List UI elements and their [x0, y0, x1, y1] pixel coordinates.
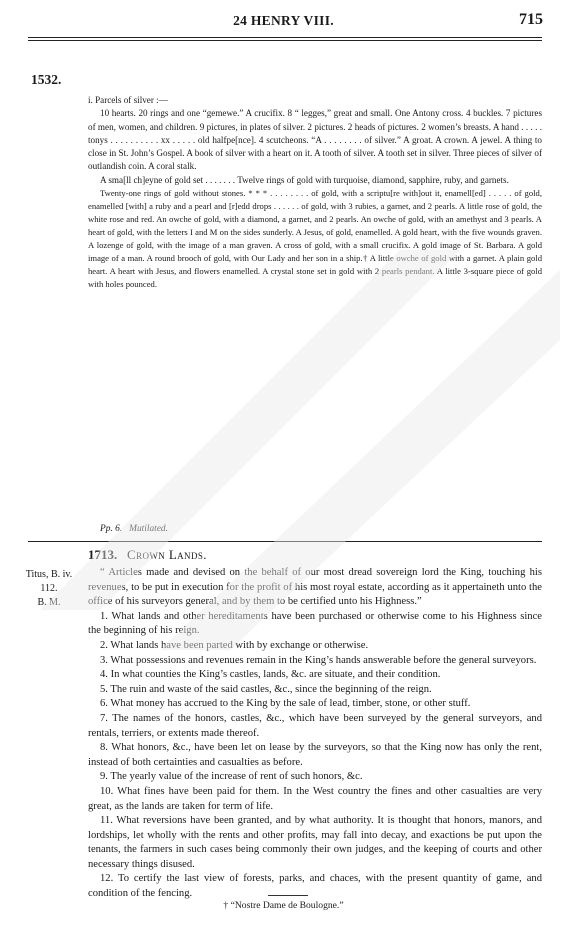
article-item: 7. The names of the honors, castles, &c., which have been surveyed by the general surveyors, and rentals, terriers, or extents made thereof. — [88, 712, 542, 739]
article-item: 2. What lands have been parted with by exchange or otherwise. — [100, 639, 369, 651]
article-item: 4. In what counties the King’s castles, lands, &c. are situate, and their condition. — [100, 669, 441, 681]
parcels-silver: 10 hearts. 20 rings and one “gemewe.” A crucifix. 8 “ legges,” great and small. One Antony cross. 4 buckles. 7 pictures of men, women, and children. 9 pictures, in plates of silver. 2 pictures. 2 heads of pictures. 2 women’s breasts. A hand . . . . . tonys . . . . . . . . . . xx . . . . . old halfpe[nce]. 4 scutcheons. “A . . . . . . . . of silver.” A groat. A crown. A jewel. A thing to close in St. John’s Gospel. A book of silver with a heart on it. A tooth of silver. A tooth set in silver. Three pieces of silver of outlandish coin. A coral stalk. — [88, 108, 542, 172]
section-divider — [28, 541, 542, 542]
physical-description — [100, 524, 168, 534]
parcels-heading: i. Parcels of silver :— — [88, 95, 168, 105]
margin-reference — [22, 568, 76, 610]
margin-ref-line: B. M. — [37, 597, 61, 608]
article-item: 8. What honors, &c., have been let on lease by the surveyors, so that the King now has only the rent, instead of both certainties and casualties as before. — [88, 742, 542, 768]
article-item: 12. To certify the last view of forests, parks, and chaces, with the present quantity of game, and condition of the fencing. — [88, 873, 542, 900]
header-rule-top — [28, 37, 542, 38]
section-heading — [88, 547, 207, 563]
article-preamble: “ Articles made and devised on the behalf of our most dread sovereign lord the King, touching his revenues, to be put in execution for the profit of his most royal estate, according as it appertaineth unto the office of his surveyors general, and by them to be certified unto his Highness.” — [88, 567, 542, 608]
section-title: Crown Lands. — [127, 547, 207, 562]
parcels-gold: Twenty-one rings of gold without stones. * * * . . . . . . . . of gold, with a scriptu[re with]out it, enamell[ed] . . . . . of gold, enamelled [with] a ruby and a pearl and [r]edd drops . . . . . . of gold, with 3 rubies, a garnet, and 2 pearls. A little rose of gold, the white rose and red. An owche of gold, with a diamond, a garnet, and 2 pearls. An owche of gold, with an amethyst and 3 pearls. A heart of gold, with the letters I and M on the sides sunderly. A Jesus, of gold, enamelled. A gold heart, with the five wounds graven. A lozenge of gold, with the image of a man graven. A cross of gold, with a small crucifix. A gold image of St. Barbara. A gold image of a man. A round brooch of gold, with Our Lady and her son in a ship.† A little owche of gold with a garnet. A plain gold heart. A heart with Jesus, and flowers enamelled. A crystal stone set in gold with 2 pearls pendant. A little 3-square piece of gold with holes pounced. — [88, 187, 542, 289]
article-item: 3. What possessions and revenues remain in the King’s hands answerable before the general surveyors. — [100, 654, 537, 666]
article-item: 1. What lands and other hereditaments have been purchased or otherwise come to his Highness since the beginning of his reign. — [88, 610, 542, 637]
margin-ref-line: Titus, B. iv. — [25, 569, 73, 580]
article-item: 5. The ruin and waste of the said castles, &c., since the beginning of the reign. — [100, 683, 432, 695]
year-marker: 1532. — [31, 72, 62, 87]
footnote: † “Nostre Dame de Boulogne.” — [223, 900, 344, 911]
article-item: 10. What fines have been paid for them. In the West country the fines and other casualties are very great, as the lands are taken for term of life. — [88, 785, 542, 812]
parcels-block — [88, 94, 542, 291]
page-number: 715 — [519, 11, 543, 28]
parcels-chain: A sma[ll ch]eyne of gold set . . . . . . . Twelve rings of gold with turquoise, diamond, sapphire, ruby, and garnets. — [100, 174, 509, 185]
margin-ref-line: 112. — [40, 583, 58, 594]
article-item: 6. What money has accrued to the King by the sale of lead, timber, stone, or other stuff. — [100, 698, 471, 710]
pages-count: Pp. 6. — [100, 524, 123, 534]
article-item: 9. The yearly value of the increase of rent of such honors, &c. — [100, 771, 363, 783]
running-title: 24 HENRY VIII. — [233, 13, 334, 28]
section-number: 1713. — [88, 547, 118, 562]
running-head — [0, 11, 567, 33]
header-rule-bottom — [28, 40, 542, 41]
article-item: 11. What reversions have been granted, and by what authority. It is thought that honors, manors, and lordships, let wholly with the rents and other profits, may fall into decay, and exactions be put upon the tenants, the farmers in such cases being commonly their own judges, and the keeping of courts and other necessary things disused. — [88, 815, 542, 870]
section-body — [88, 566, 542, 902]
footnote-rule — [268, 895, 308, 896]
condition-note: Mutilated. — [129, 524, 168, 534]
